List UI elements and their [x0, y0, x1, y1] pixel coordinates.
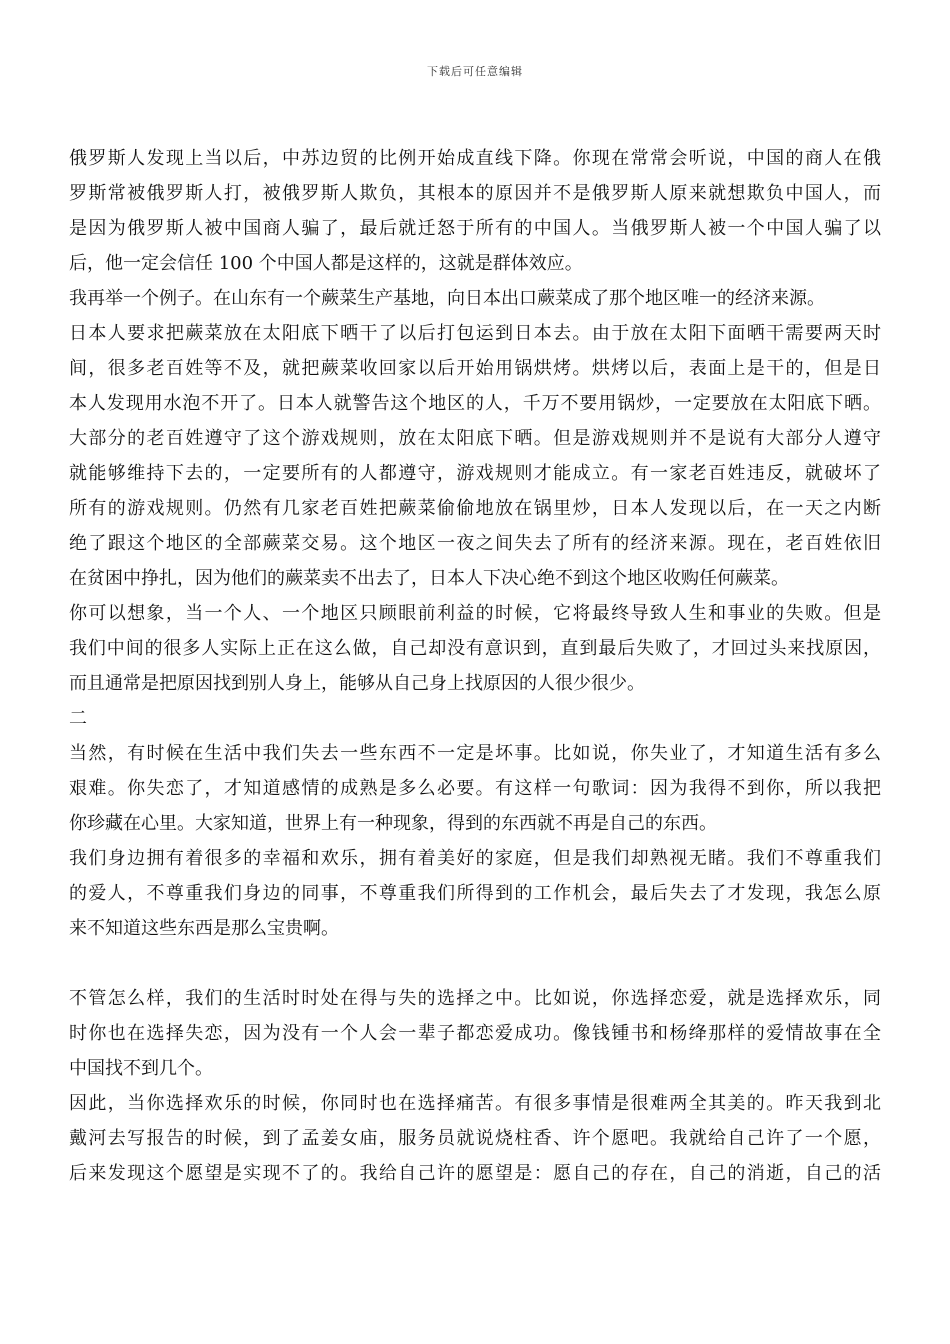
text-line: 我们中间的很多人实际上正在这么做，自己却没有意识到，直到最后失败了，才回过头来找原因， [69, 638, 881, 659]
text-line: 后来发现这个愿望是实现不了的。我给自己许的愿望是：愿自己的存在，自己的消逝，自己的活 [69, 1163, 881, 1184]
text-line: 在贫困中挣扎，因为他们的蕨菜卖不出去了，日本人下决心绝不到这个地区收购任何蕨菜。 [69, 568, 789, 589]
text-line: 中国找不到几个。 [69, 1058, 213, 1079]
page-header: 下载后可任意编辑 [427, 65, 523, 78]
text-line: 俄罗斯人发现上当以后，中苏边贸的比例开始成直线下降。你现在常常会听说，中国的商人在俄 [69, 148, 881, 169]
text-line: 我再举一个例子。在山东有一个蕨菜生产基地，向日本出口蕨菜成了那个地区唯一的经济来源。 [69, 288, 825, 309]
text-line: 大部分的老百姓遵守了这个游戏规则，放在太阳底下晒。但是游戏规则并不是说有大部分人遵守 [69, 428, 881, 449]
text-line: 日本人要求把蕨菜放在太阳底下晒干了以后打包运到日本去。由于放在太阳下面晒干需要两天时 [69, 323, 881, 344]
text-line: 因此，当你选择欢乐的时候，你同时也在选择痛苦。有很多事情是很难两全其美的。昨天我到北 [69, 1093, 881, 1114]
text-line: 而且通常是把原因找到别人身上，能够从自己身上找原因的人很少很少。 [69, 673, 645, 694]
document-body [69, 141, 881, 1191]
text-line: 是因为俄罗斯人被中国商人骗了，最后就迁怒于所有的中国人。当俄罗斯人被一个中国人骗了以 [69, 218, 881, 239]
text-line: 来不知道这些东西是那么宝贵啊。 [69, 918, 339, 939]
text-line: 不管怎么样，我们的生活时时处在得与失的选择之中。比如说，你选择恋爱，就是选择欢乐，同 [69, 988, 881, 1009]
text-line: 时你也在选择失恋，因为没有一个人会一辈子都恋爱成功。像钱锺书和杨绛那样的爱情故事在全 [69, 1023, 881, 1044]
text-line: 戴河去写报告的时候，到了孟姜女庙，服务员就说烧柱香、许个愿吧。我就给自己许了一个愿， [69, 1128, 881, 1149]
text-line: 我们身边拥有着很多的幸福和欢乐，拥有着美好的家庭，但是我们却熟视无睹。我们不尊重我们 [69, 848, 881, 869]
text-line: 艰难。你失恋了，才知道感情的成熟是多么必要。有这样一句歌词：因为我得不到你，所以我把 [69, 778, 881, 799]
text-line: 间，很多老百姓等不及，就把蕨菜收回家以后开始用锅烘烤。烘烤以后，表面上是干的，但是日 [69, 358, 881, 379]
text-line: 后，他一定会信任 100 个中国人都是这样的，这就是群体效应。 [69, 253, 583, 274]
text-line: 二 [69, 708, 87, 729]
text-line: 罗斯常被俄罗斯人打，被俄罗斯人欺负，其根本的原因并不是俄罗斯人原来就想欺负中国人，而 [69, 183, 881, 204]
text-line: 绝了跟这个地区的全部蕨菜交易。这个地区一夜之间失去了所有的经济来源。现在，老百姓依旧 [69, 533, 881, 554]
text-line: 就能够维持下去的，一定要所有的人都遵守，游戏规则才能成立。有一家老百姓违反，就破坏了 [69, 463, 881, 484]
text-line: 所有的游戏规则。仍然有几家老百姓把蕨菜偷偷地放在锅里炒，日本人发现以后，在一天之内断 [69, 498, 881, 519]
text-line: 本人发现用水泡不开了。日本人就警告这个地区的人，千万不要用锅炒，一定要放在太阳底下晒。 [69, 393, 881, 414]
blank-line [69, 946, 881, 981]
text-line: 你珍藏在心里。大家知道，世界上有一种现象，得到的东西就不再是自己的东西。 [69, 813, 717, 834]
text-line: 当然，有时候在生活中我们失去一些东西不一定是坏事。比如说，你失业了，才知道生活有多么 [69, 743, 881, 764]
text-line: 的爱人，不尊重我们身边的同事，不尊重我们所得到的工作机会，最后失去了才发现，我怎么原 [69, 883, 881, 904]
text-line: 你可以想象，当一个人、一个地区只顾眼前利益的时候，它将最终导致人生和事业的失败。但是 [69, 603, 881, 624]
